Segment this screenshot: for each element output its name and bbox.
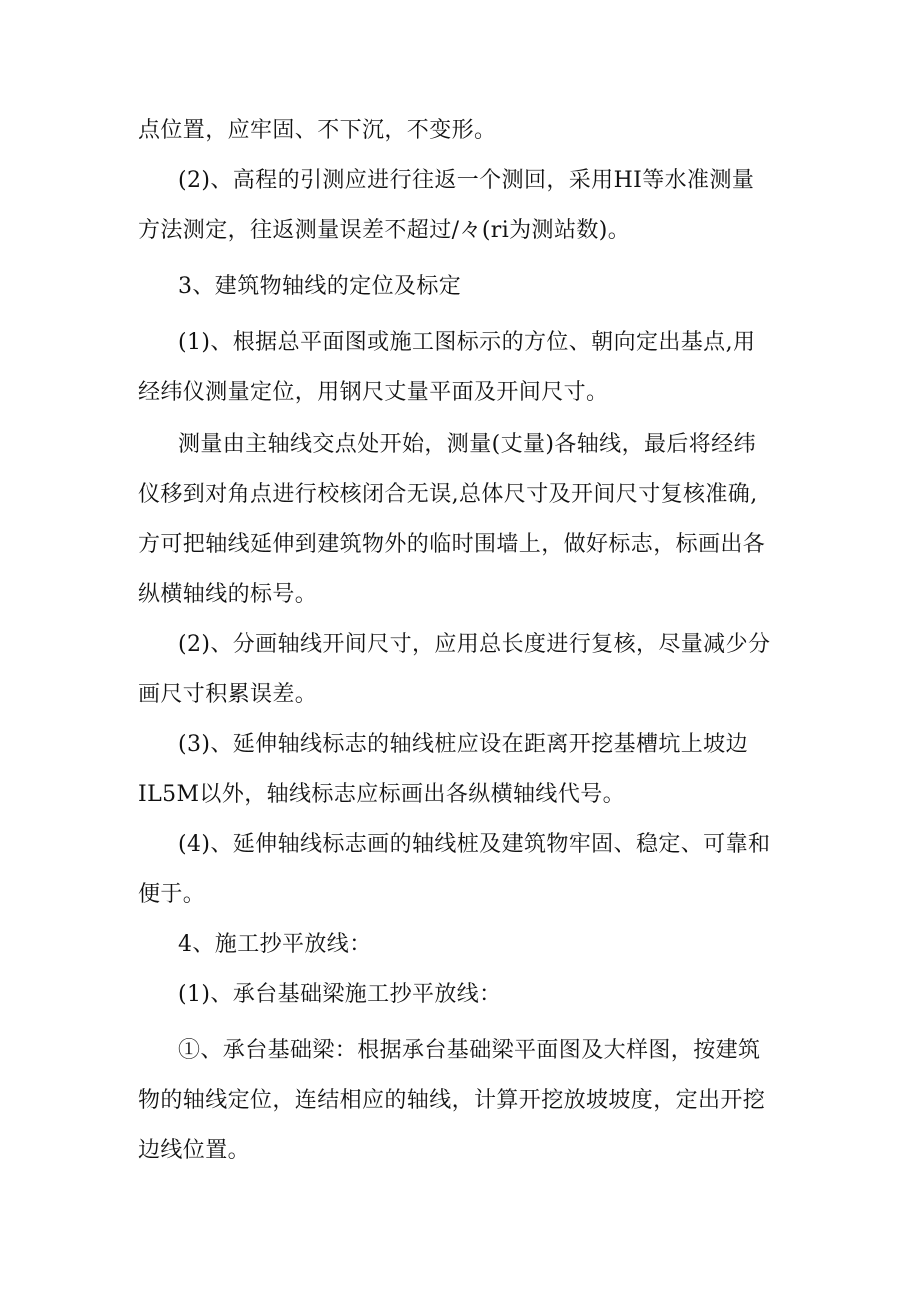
text-line: 方法测定，往返测量误差不超过/々(ri为测站数)。 (138, 218, 631, 243)
subsection-heading: (1)、承台基础梁施工抄平放线： (178, 982, 502, 1007)
text-line: 物的轴线定位，连结相应的轴线，计算开挖放坡坡度，定出开挖 (138, 1088, 766, 1113)
text-line: 点位置，应牢固、不下沉，不变形。 (138, 118, 497, 143)
text-line: 纵横轴线的标号。 (138, 582, 318, 607)
text-line: (4)、延伸轴线标志画的轴线桩及建筑物牢固、稳定、可靠和 (178, 832, 771, 857)
text-line: (2)、高程的引测应进行往返一个测回，采用HI等水准测量 (178, 168, 755, 193)
text-line: IL5M以外，轴线标志应标画出各纵横轴线代号。 (138, 782, 626, 807)
text-line: (2)、分画轴线开间尺寸，应用总长度进行复核，尽量减少分 (178, 632, 771, 657)
text-line: 边线位置。 (138, 1138, 251, 1163)
text-line: 经纬仪测量定位，用钢尺丈量平面及开间尺寸。 (138, 380, 609, 405)
text-line: 便于。 (138, 882, 206, 907)
text-line: 方可把轴线延伸到建筑物外的临时围墙上，做好标志，标画出各 (138, 532, 766, 557)
text-line: (1)、根据总平面图或施工图标示的方位、朝向定出基点,用 (178, 330, 756, 355)
text-line: 测量由主轴线交点处开始，测量(丈量)各轴线，最后将经纬 (178, 432, 756, 457)
text-line: 仪移到对角点进行校核闭合无误,总体尺寸及开间尺寸复核准确, (138, 482, 758, 507)
text-line: 画尺寸积累误差。 (138, 682, 318, 707)
text-line: (3)、延伸轴线标志的轴线桩应设在距离开挖基槽坑上坡边 (178, 732, 748, 757)
section-heading: 4、施工抄平放线： (178, 932, 372, 957)
section-heading: 3、建筑物轴线的定位及标定 (178, 274, 462, 299)
text-line: ①、承台基础梁：根据承台基础梁平面图及大样图，按建筑 (178, 1038, 761, 1063)
document-body (138, 112, 788, 1182)
